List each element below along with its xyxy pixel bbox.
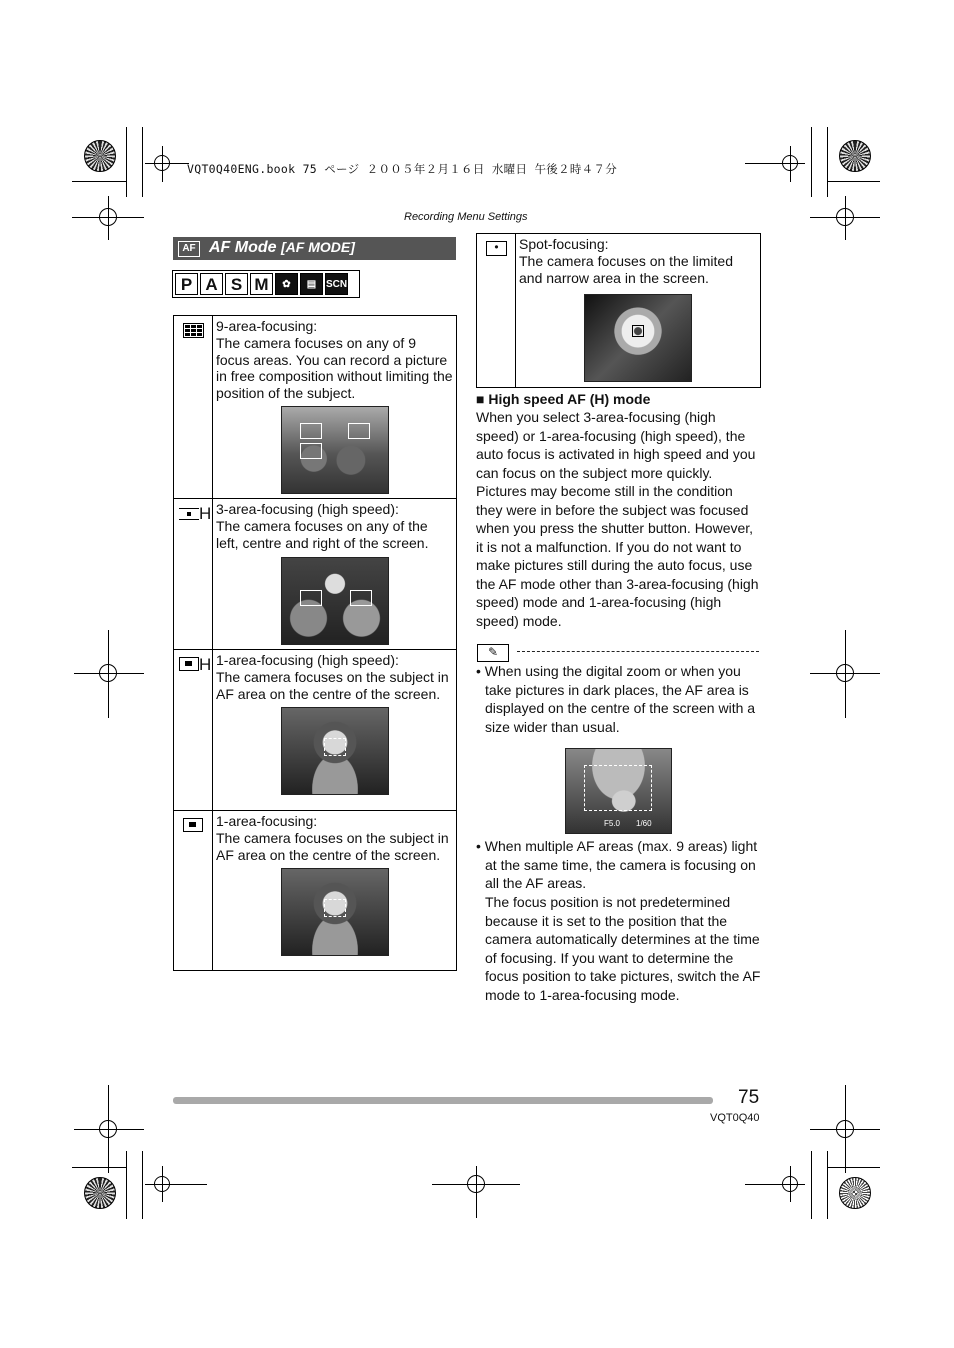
registration-cross-icon — [782, 155, 798, 171]
portrait-photo — [281, 868, 389, 956]
af-mode-table — [173, 315, 457, 971]
page-code: VQT0Q40 — [710, 1112, 760, 1124]
camera-screen-photo — [565, 748, 672, 834]
flower-photo — [584, 294, 692, 382]
portrait-photo — [281, 707, 389, 795]
9-area-icon — [183, 323, 204, 338]
row-title: 3-area-focusing (high speed): — [216, 500, 399, 517]
running-head: Recording Menu Settings — [404, 211, 528, 223]
registration-cross-icon — [782, 1176, 798, 1192]
footer-bar — [173, 1097, 713, 1104]
table-row — [174, 316, 457, 499]
table-row — [477, 234, 761, 388]
registration-cross-icon — [99, 208, 117, 226]
mode-p-icon: P — [175, 273, 198, 295]
aperture-readout: F5.0 — [604, 819, 621, 828]
registration-wheel-icon — [84, 140, 116, 172]
row-body: The camera focuses on the limited and narrow area in the screen. — [519, 252, 733, 286]
row-title: 9-area-focusing: — [216, 318, 318, 334]
bicycle-photo — [281, 406, 389, 494]
mode-m-icon: M — [250, 273, 273, 295]
registration-cross-icon — [836, 1120, 854, 1138]
row-body: The camera focuses on any of the left, centre and right of the screen. — [216, 517, 429, 551]
3-area-icon — [179, 508, 199, 520]
registration-cross-icon — [154, 1176, 170, 1192]
af-icon: AF — [178, 241, 200, 257]
section-title — [209, 239, 355, 257]
table-row — [174, 650, 457, 811]
movie-mode-icon: ▤ — [300, 273, 323, 295]
statue-photo — [281, 557, 389, 645]
mode-a-icon: A — [200, 273, 223, 295]
note-bullet-multiple-areas: • When multiple AF areas (max. 9 areas) light at the same time, the camera is focusing on all the AF areas. — [476, 838, 758, 891]
high-speed-suffix: H — [199, 503, 212, 523]
macro-mode-icon: ✿ — [275, 273, 298, 295]
print-header: VQT0Q40ENG.book 75 ページ ２００５年２月１６日 水曜日 午後２時４７分 — [187, 162, 618, 176]
spot-table — [476, 233, 761, 388]
page-number: 75 — [738, 1087, 760, 1108]
applicable-modes — [172, 270, 360, 298]
note-divider — [517, 651, 759, 652]
registration-cross-icon — [836, 664, 854, 682]
shutter-readout: 1/60 — [636, 819, 652, 828]
high-speed-heading: ■ High speed AF (H) mode — [476, 391, 651, 407]
registration-cross-icon — [836, 208, 854, 226]
high-speed-body: When you select 3-area-focusing (high speed) or 1-area-focusing (high speed), the auto focus is activated in high speed and you can focus on the subject more quickly. Pictures may become still in the condition they were in before the subject was focused when you press the shutter button. However, it is not a malfunction. If you do not want to make pictures still during the auto focus, use the AF mode other than 3-area-focusing (high speed) mode and 1-area-focusing (high speed) mode. — [476, 409, 759, 629]
row-title: 1-area-focusing: — [216, 813, 318, 830]
1-area-icon — [183, 818, 203, 832]
mode-s-icon: S — [225, 273, 248, 295]
registration-wheel-icon — [839, 1177, 871, 1209]
section-subtitle: [AF MODE] — [281, 239, 355, 255]
registration-wheel-icon — [84, 1177, 116, 1209]
scene-mode-icon: SCN — [325, 273, 348, 295]
row-body: The camera focuses on any of 9 focus areas. You can record a picture in free composition without limiting the position of the subject. — [216, 334, 453, 402]
row-body: The camera focuses on the subject in AF area on the centre of the screen. — [216, 669, 449, 702]
registration-wheel-icon — [839, 140, 871, 172]
row-body: The camera focuses on the subject in AF area on the centre of the screen. — [216, 830, 449, 863]
row-title: 1-area-focusing (high speed): — [216, 652, 399, 669]
table-row — [174, 811, 457, 971]
section-title-bar — [173, 237, 456, 260]
row-title: Spot-focusing: — [519, 236, 609, 252]
spot-icon: • — [486, 241, 507, 256]
registration-cross-icon — [99, 1120, 117, 1138]
high-speed-suffix: H — [199, 655, 212, 675]
note-bullet-multiple-areas-cont: The focus position is not predetermined because it is set to the position that the camera automatically determines at the time of focusing. If you want to determine the focus position to take pictures, switch the AF mode to 1-area-focusing mode. — [485, 894, 761, 1003]
registration-cross-icon — [467, 1175, 485, 1193]
registration-cross-icon — [99, 664, 117, 682]
section-title-text: AF Mode — [209, 239, 277, 256]
table-row — [174, 498, 457, 649]
1-area-icon — [179, 657, 199, 671]
note-bullet-digital-zoom: • When using the digital zoom or when you take pictures in dark places, the AF area is displayed on the centre of the screen with a size wider than usual. — [476, 663, 756, 735]
registration-cross-icon — [154, 155, 170, 171]
note-icon: ✎ — [477, 644, 509, 662]
